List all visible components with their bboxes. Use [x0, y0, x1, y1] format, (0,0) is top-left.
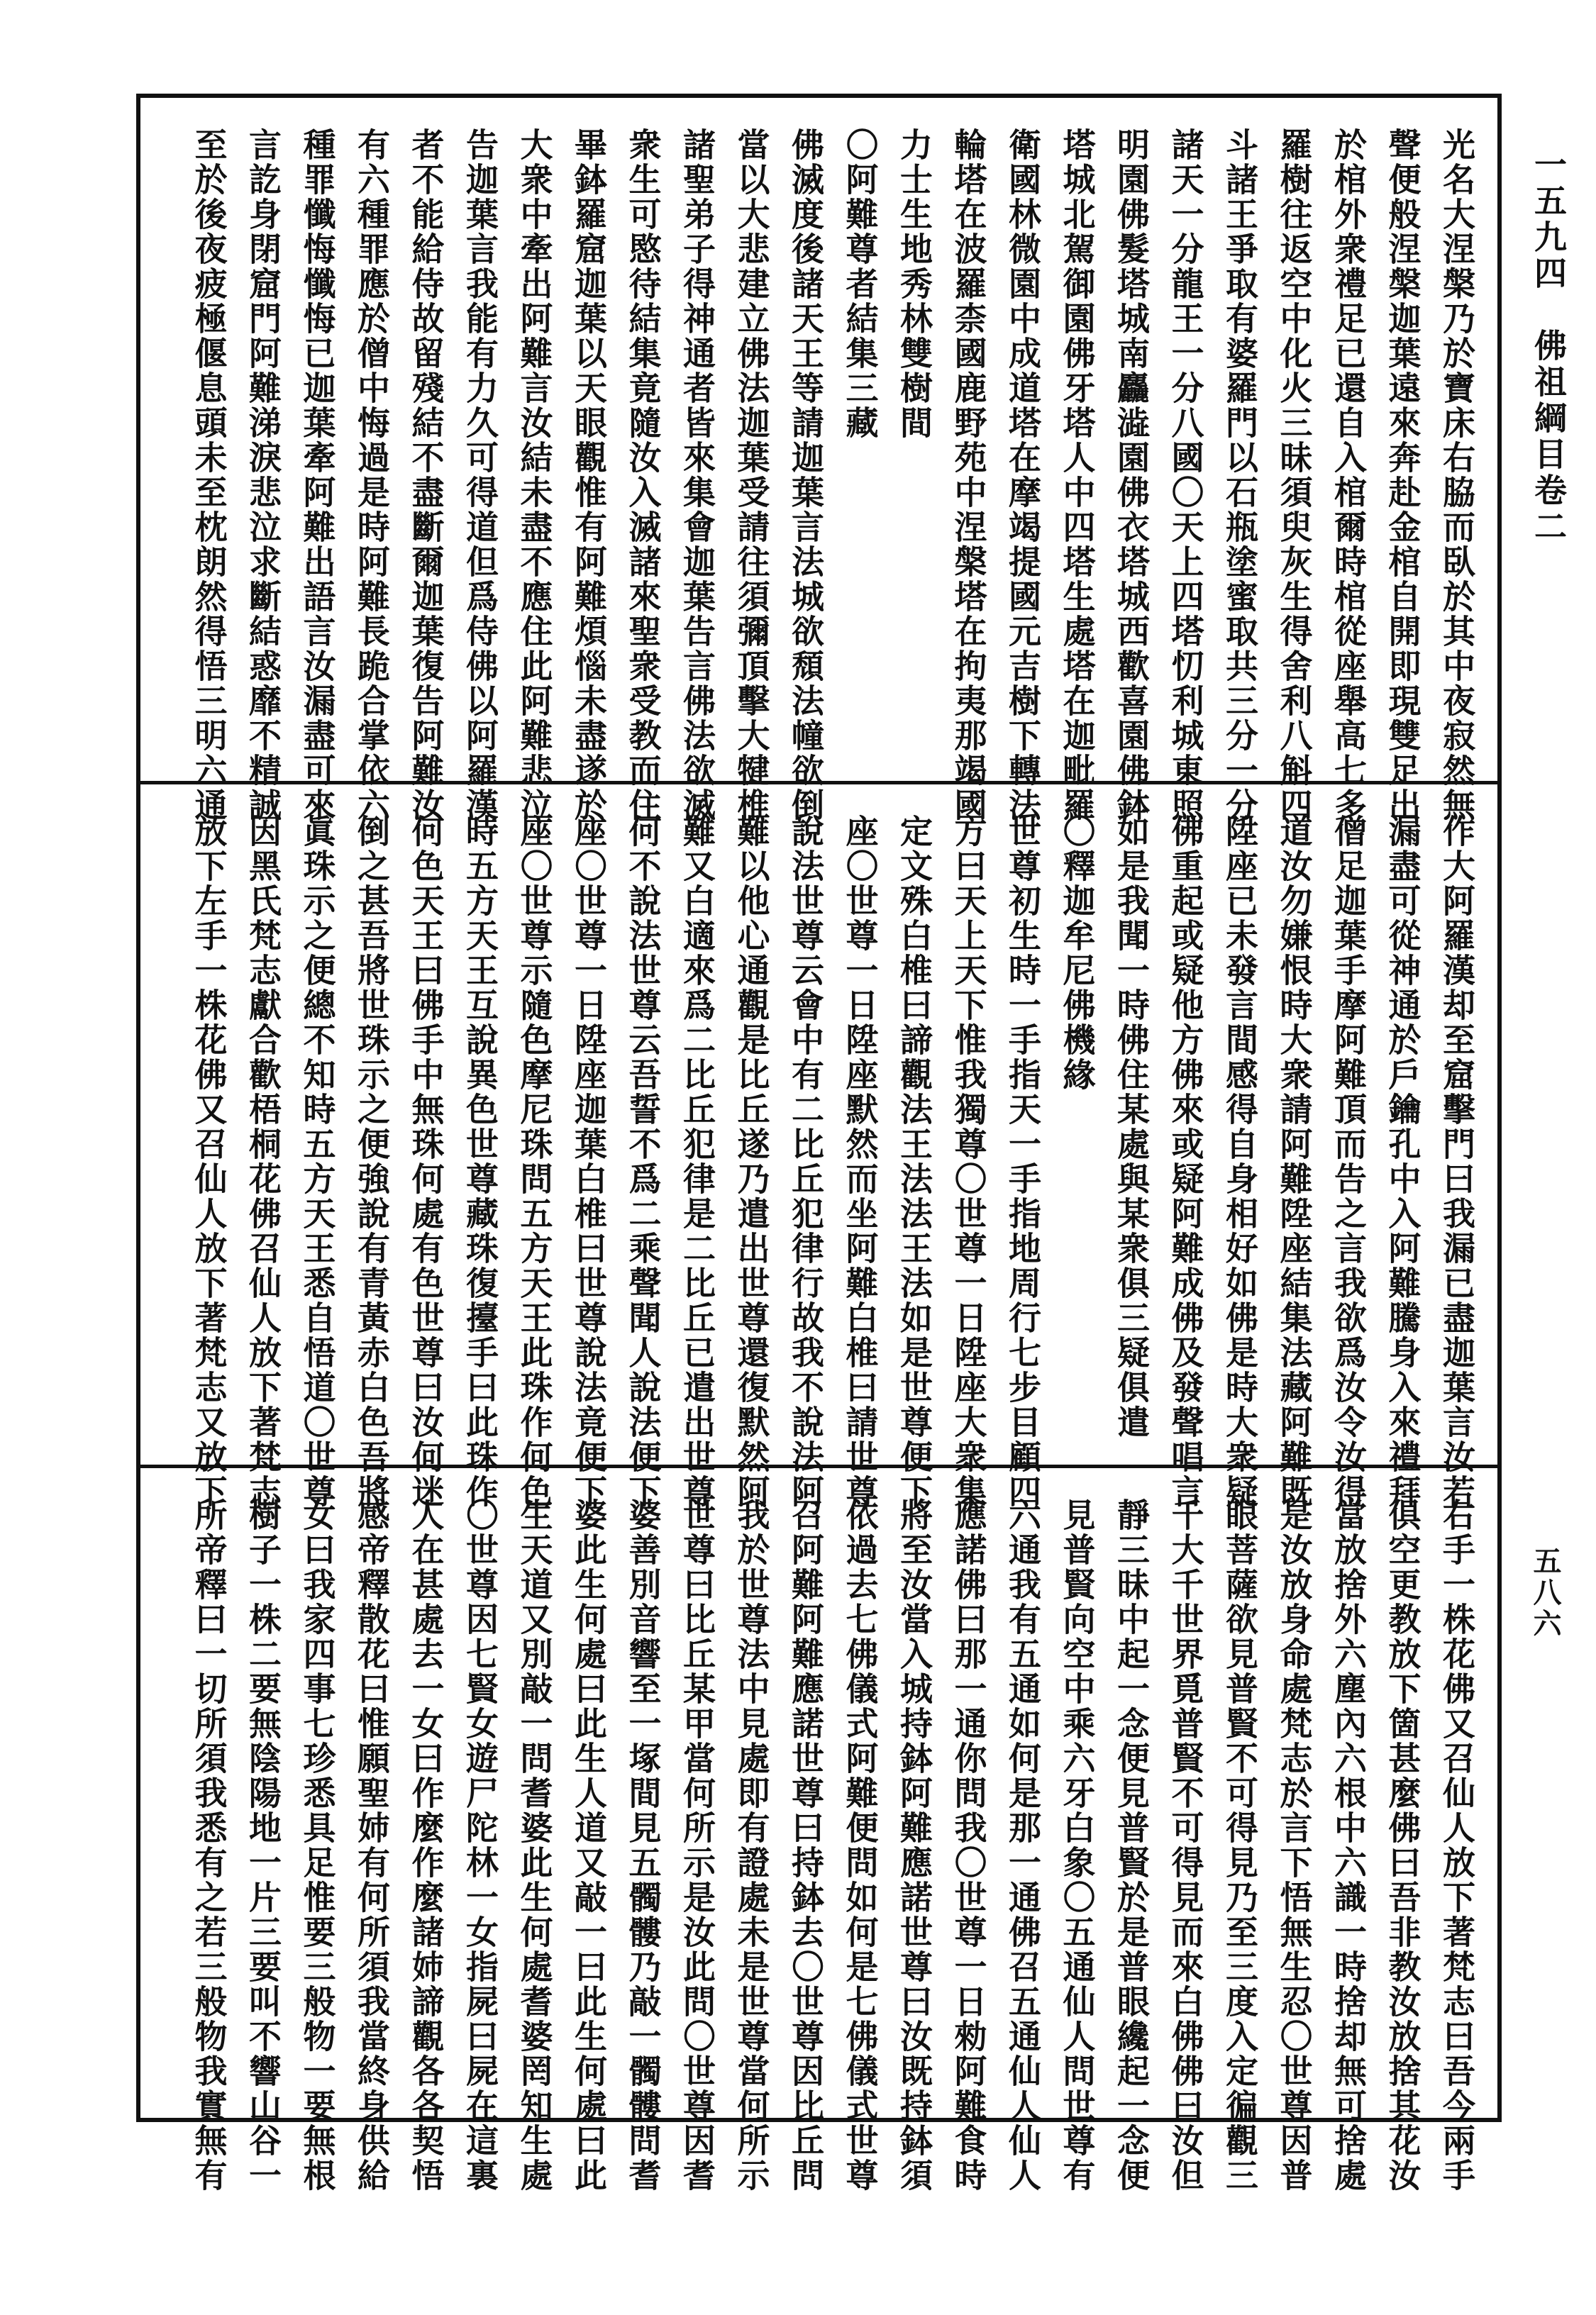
text-column: 座〇世尊一日陞座迦葉白椎曰世尊說法竟便下	[570, 814, 608, 1509]
text-column: 依過去七佛儀式阿難便問如何是七佛儀式世尊	[841, 1498, 880, 2193]
text-column: 世尊曰比丘某甲當何所示是汝此問〇世尊因耆	[678, 1498, 716, 2193]
text-column: 是汝放身命處梵志於言下悟無生忍〇世尊因普	[1275, 1498, 1314, 2193]
text-column: 感帝釋散花曰惟願聖姉有何所須我當終身供給	[353, 1498, 391, 2193]
header-spacer	[1529, 292, 1568, 328]
text-column: 羅樹往返空中化火三昧須臾灰生得舍利八斛四	[1275, 128, 1314, 823]
text-column: 俱空更教放下箇甚麼佛曰吾非教汝放捨其花汝	[1383, 1498, 1422, 2193]
text-band-top	[140, 98, 1497, 823]
text-column: 僧足迦葉手摩阿難頂而告之言我欲爲汝令汝得	[1329, 814, 1368, 1509]
text-column: 力士生地秀林雙樹間	[895, 128, 933, 440]
text-column: 難以他心通觀是比丘遂乃遣出世尊還復默然阿	[732, 814, 771, 1509]
text-column: 應諾佛曰那一通你問我〇世尊一日勑阿難食時	[949, 1498, 988, 2193]
text-column: 輪塔在波羅柰國鹿野苑中涅槃塔在拘夷那竭國	[949, 128, 988, 823]
text-column: 有六種罪應於僧中悔過是時阿難長跪合掌依六	[353, 128, 391, 823]
text-column: 因黑氏梵志獻合歡梧桐花佛召仙人放下著梵志	[244, 814, 282, 1509]
text-column: 生天道又別敲一問耆婆此生何處耆婆罔知生處	[515, 1498, 554, 2193]
text-column: 人在甚處去一女曰作麼作麼諸姉諦觀各各契悟	[406, 1498, 445, 2193]
text-column: 難又白適來爲二比丘犯律是二比丘已遣出世尊	[678, 814, 716, 1509]
text-column: 所帝釋曰一切所須我悉有之若三般物我實無有	[189, 1498, 228, 2193]
text-column: 千大千世界覓普賢不可得見而來白佛佛曰汝但	[1166, 1498, 1205, 2193]
text-column: 者不能給侍故留殘結不盡斷爾迦葉復告阿難汝	[406, 128, 445, 823]
text-column: 陞座已未發言間感得自身相好如佛是時大衆疑	[1221, 814, 1259, 1509]
text-column: 〇釋迦牟尼佛機緣	[1058, 814, 1097, 1092]
text-column: 如是我聞一時佛住某處與某衆俱三疑俱遣	[1112, 814, 1151, 1440]
text-column: 婆此生何處曰此生人道又敲一曰此生何處曰此	[570, 1498, 608, 2193]
text-column: 眞珠示之便總不知時五方天王悉自悟道〇世尊	[298, 814, 337, 1509]
text-band-middle	[140, 784, 1497, 1509]
text-column: 右手一株花佛又召仙人放下著梵志曰吾今兩手	[1438, 1498, 1476, 2193]
text-column: 種罪懺悔懺悔已迦葉牽阿難出語言汝漏盡可來	[298, 128, 337, 823]
text-column: 言訖身閉窟門阿難涕淚悲泣求斷結惑靡不精誠	[244, 128, 282, 823]
text-column: 諸天一分龍王一分八國〇天上四塔忉利城東照	[1166, 128, 1205, 823]
text-column: 世尊初生時一手指天一手指地周行七步目顧四	[1004, 814, 1042, 1509]
text-column: 〇世尊因七賢女遊尸陀林一女指屍曰屍在這裏	[461, 1498, 499, 2193]
text-column: 將至汝當入城持鉢阿難應諾世尊曰汝既持鉢須	[895, 1498, 933, 2193]
text-column: 大衆中牽出阿難言汝結未盡不應住此阿難悲泣	[515, 128, 554, 823]
text-column: 女曰我家四事七珍悉具足惟要三般物一要無根	[298, 1498, 337, 2193]
text-column: 光名大涅槃乃於寶床右脇而臥於其中夜寂然無	[1438, 128, 1476, 823]
text-column: 道汝勿嫌恨時大衆請阿難陞座結集法藏阿難既	[1275, 814, 1314, 1509]
text-column: 見普賢向空中乘六牙白象〇五通仙人問世尊有	[1058, 1498, 1097, 2193]
text-column: 聲便般涅槃迦葉遠來奔赴金棺自開即現雙足出	[1383, 128, 1422, 823]
page-header	[1525, 148, 1572, 545]
text-column: 何色天王曰佛手中無珠何處有色世尊曰汝何迷	[406, 814, 445, 1509]
page-number: 一五九四	[1529, 148, 1568, 292]
text-column: 佛滅度後諸天王等請迦葉言法城欲頹法幢欲倒	[787, 128, 825, 823]
text-column: 漏盡可從神通於戶鑰孔中入阿難騰身入來禮拜	[1383, 814, 1422, 1509]
text-column: 倒之甚吾將世珠示之便強說有青黃赤白色吾將	[353, 814, 391, 1509]
text-column: 當以大悲建立佛法迦葉受請往須彌頂擊大犍椎	[732, 128, 771, 823]
text-band-bottom	[140, 1468, 1497, 2193]
text-column: 何不說法世尊云吾誓不爲二乘聲聞人說法便下	[624, 814, 663, 1509]
text-column: 婆善別音響至一塚間見五髑髏乃敲一髑髏問耆	[624, 1498, 663, 2193]
text-column: 告迦葉言我能有力久可得道但爲侍佛以阿羅漢	[461, 128, 499, 823]
page-frame	[136, 94, 1502, 2193]
text-column: 六通我有五通如何是那一通佛召五通仙人仙人	[1004, 1498, 1042, 2193]
text-column: 畢鉢羅窟迦葉以天眼觀惟有阿難煩惱未盡遂於	[570, 128, 608, 823]
side-marker: 五八六	[1529, 1546, 1562, 1640]
text-column: 塔城北駕御園佛牙塔人中四塔生處塔在迦毗羅	[1058, 128, 1097, 823]
text-column: 我於世尊法中見處即有證處未是世尊當何所示	[732, 1498, 771, 2193]
text-column: 衆生可愍待結集竟隨汝入滅諸來聖衆受教而住	[624, 128, 663, 823]
text-column: 座〇世尊一日陞座默然而坐阿難白椎曰請世尊	[841, 814, 880, 1509]
book-title: 佛祖綱目卷二	[1529, 328, 1568, 545]
text-column: 樹子一株二要無陰陽地一片三要叫不響山谷一	[244, 1498, 282, 2193]
text-column: 定文殊白椎曰諦觀法王法法王法如是世尊便下	[895, 814, 933, 1509]
text-column: 於棺外衆禮足已還自入棺爾時棺從座舉高七多	[1329, 128, 1368, 823]
text-column: 眼菩薩欲見普賢不可得見乃至三度入定徧觀三	[1221, 1498, 1259, 2193]
text-column: 作大阿羅漢却至窟擊門曰我漏已盡迦葉言汝若	[1438, 814, 1476, 1509]
text-column: 說法世尊云會中有二比丘犯律行故我不說法阿	[787, 814, 825, 1509]
text-column: 放下左手一株花佛又召仙人放下著梵志又放下	[189, 814, 228, 1509]
text-column: 諸聖弟子得神通者皆來集會迦葉告言佛法欲滅	[678, 128, 716, 823]
text-column: 佛重起或疑他方佛來或疑阿難成佛及發聲唱言	[1166, 814, 1205, 1509]
text-column: 明園佛髮塔城南麤澁園佛衣塔城西歡喜園佛鉢	[1112, 128, 1151, 823]
text-column: 召阿難阿難應諾世尊曰持鉢去〇世尊因比丘問	[787, 1498, 825, 2193]
text-column: 時五方天王互說異色世尊藏珠復擡手曰此珠作	[461, 814, 499, 1509]
text-column: 當放捨外六塵內六根中六識一時捨却無可捨處	[1329, 1498, 1368, 2193]
text-column: 至於後夜疲極偃息頭未至枕朗然得悟三明六通	[189, 128, 228, 823]
text-column: 衛國林微園中成道塔在摩竭提國元吉樹下轉法	[1004, 128, 1042, 823]
text-column: 斗諸王爭取有婆羅門以石瓶塗蜜取共三分一分	[1221, 128, 1259, 823]
text-column: 靜三昧中起一念便見普賢於是普眼纔起一念便	[1112, 1498, 1151, 2193]
text-column: 〇阿難尊者結集三藏	[841, 128, 880, 440]
text-column: 方曰天上天下惟我獨尊〇世尊一日陞座大衆集	[949, 814, 988, 1509]
text-column: 座〇世尊示隨色摩尼珠問五方天王此珠作何色	[515, 814, 554, 1509]
